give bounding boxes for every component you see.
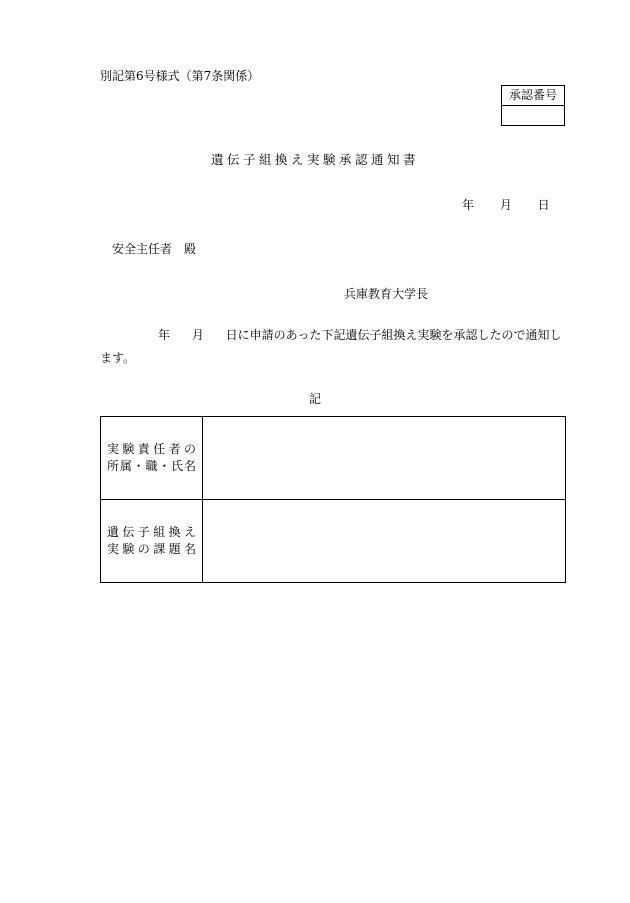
row-label-line: 遺伝子組換え [107,525,196,539]
document-title: 遺伝子組換え実験承認通知書 [210,152,419,167]
row-label [101,417,203,500]
table-row [101,500,566,583]
body-text: 年 月 日に申請のあった下記遺伝子組換え実験を承認したので通知します。 [100,328,562,365]
row-label-line: 実験の課題名 [107,542,196,556]
issuer: 兵庫教育大学長 [344,287,429,301]
row-label [101,500,203,583]
row-value [203,500,566,583]
ki-label: 記 [308,392,321,406]
approval-number-box [501,85,565,126]
approval-number-header: 承認番号 [502,86,564,106]
addressee: 安全主任者 殿 [112,242,197,256]
table-row [101,417,566,500]
form-number-label: 別記第6号様式（第7条関係） [100,69,260,83]
row-value [203,417,566,500]
date-line: 年 月 日 [462,198,550,212]
row-label-line: 実験責任者の [107,442,196,456]
details-table [100,416,566,583]
row-label-line: 所属・職・氏名 [107,459,196,473]
